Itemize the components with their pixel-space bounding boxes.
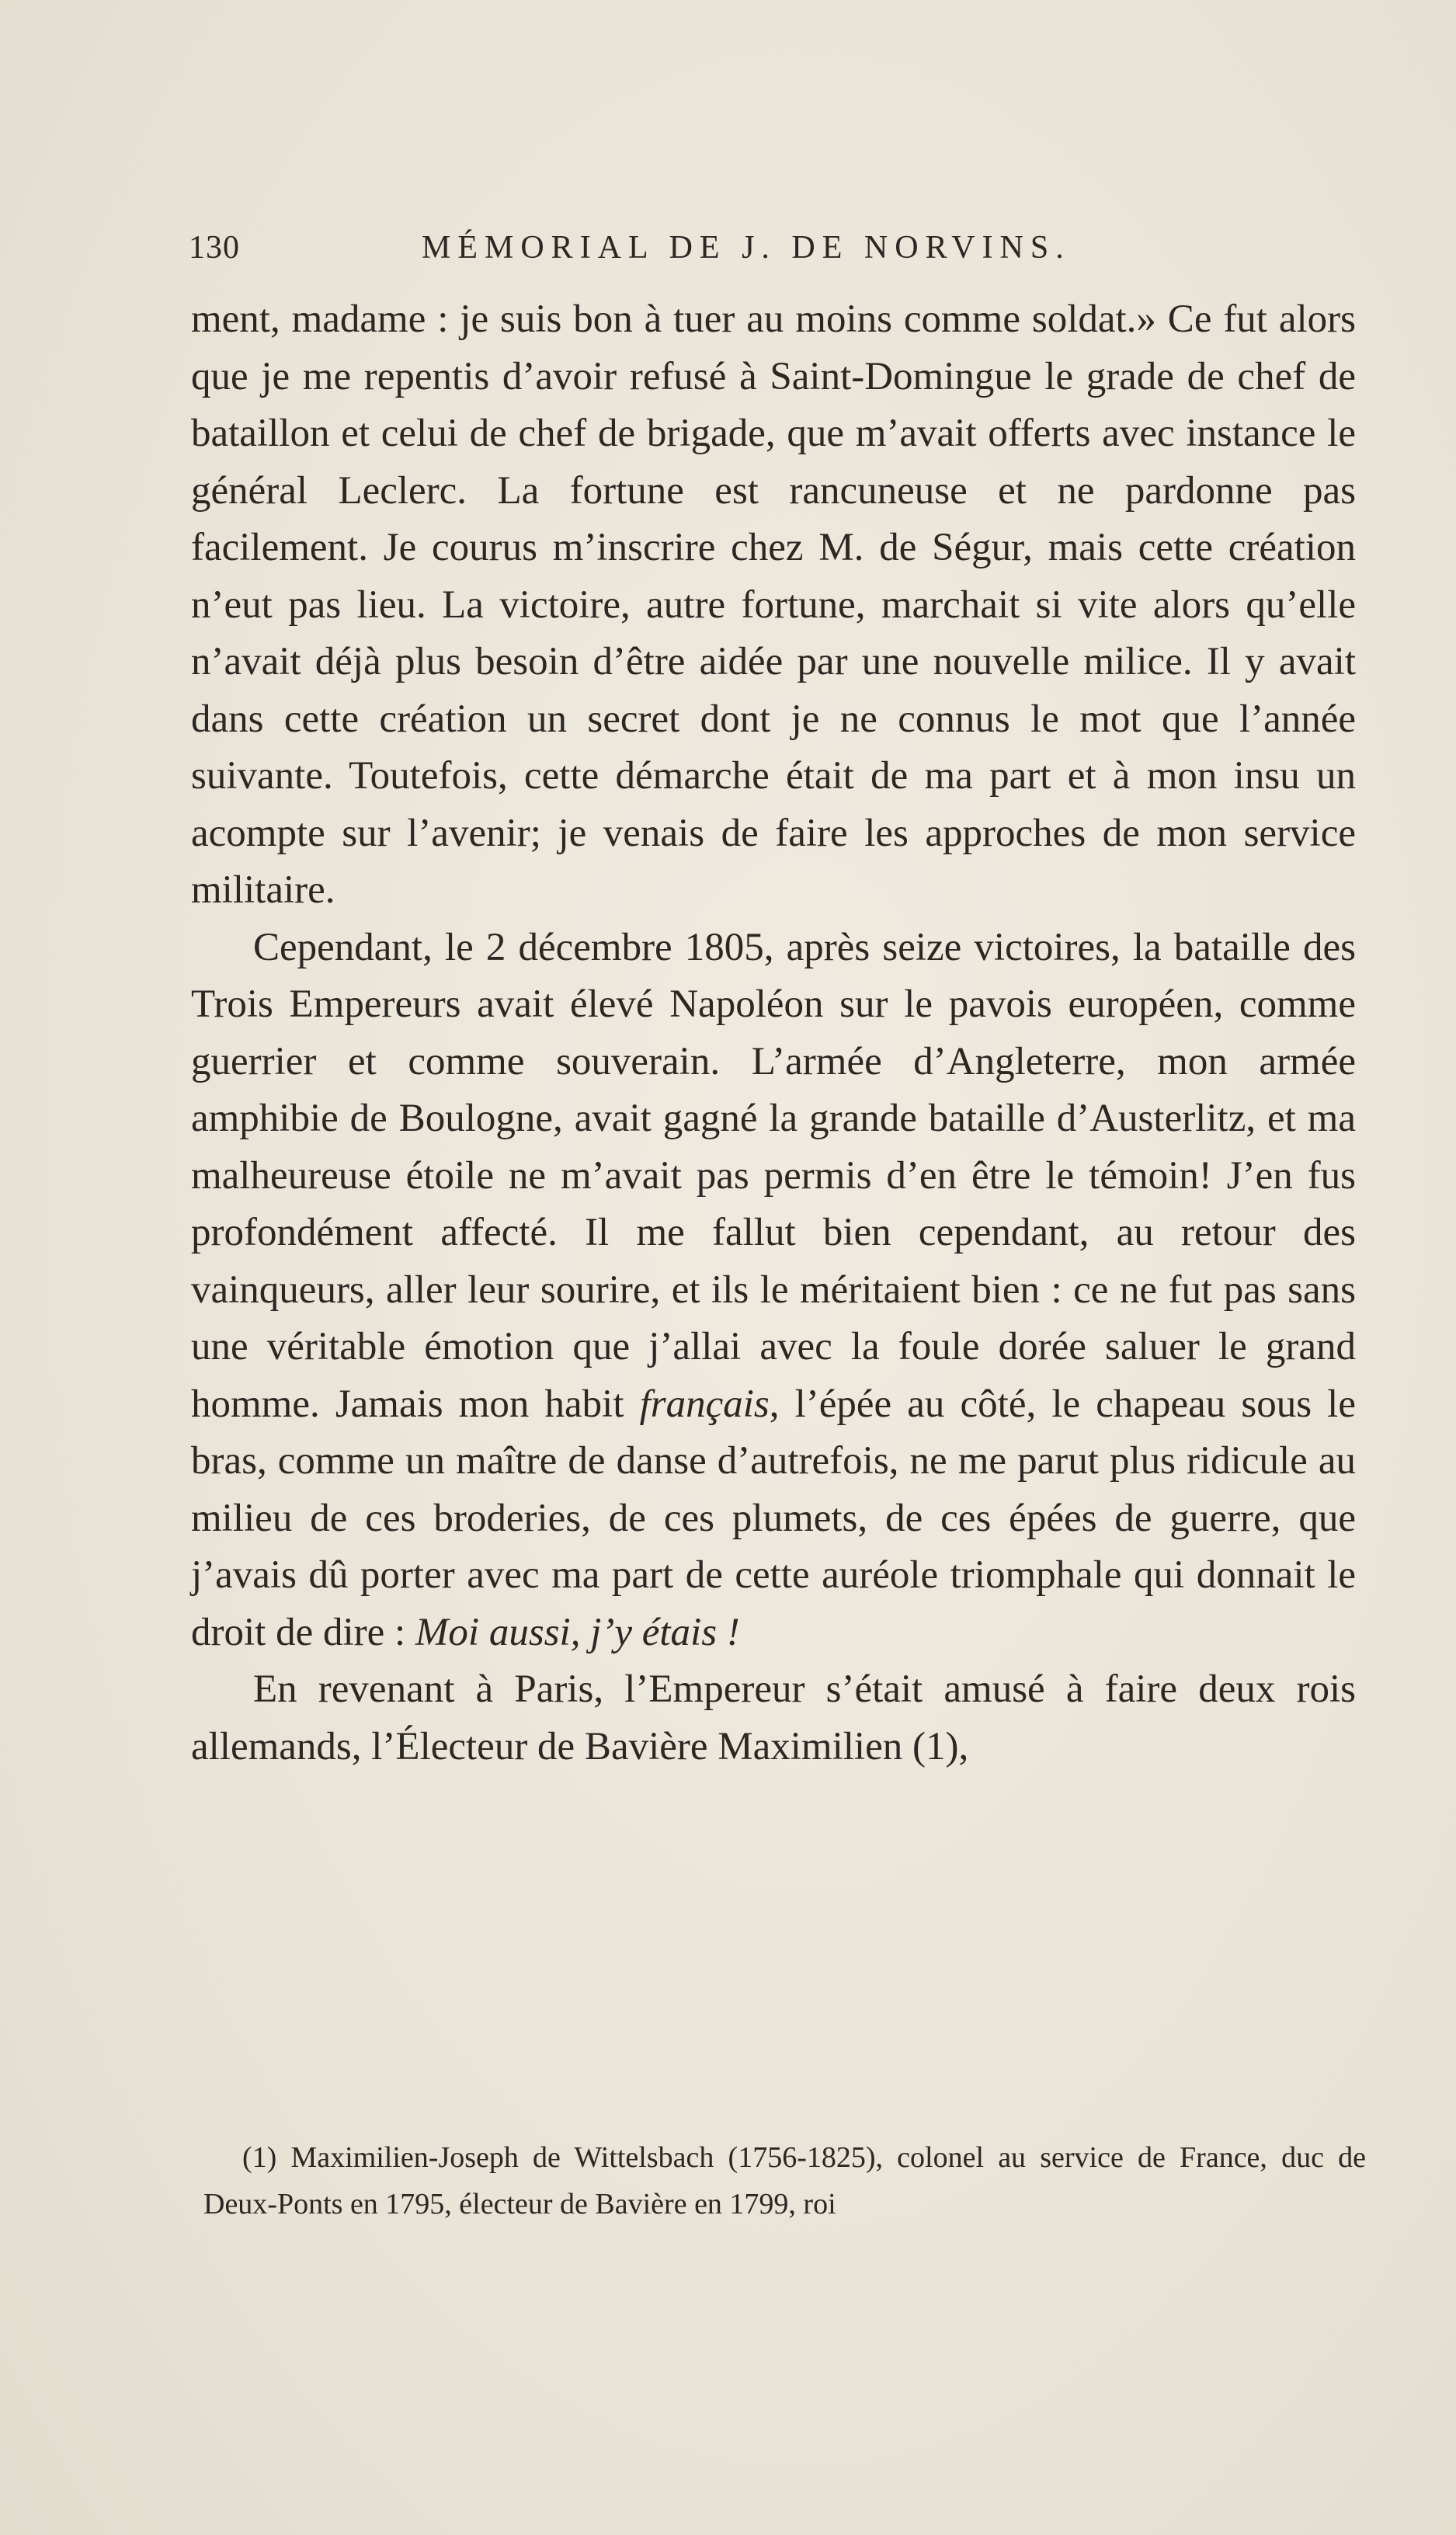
running-head <box>189 229 1361 268</box>
paragraph-2 <box>191 920 1356 1662</box>
footnote <box>203 2134 1366 2227</box>
paragraph-2-part-b: , l’épée au côté, le chapeau sous le bras, comme un maître de danse d’autrefois, ne me parut plus ridicule au milieu de ces broderies, de ces plumets, de ces épées de guerre, que j’avais dû porter avec ma part de cette auréole triomphale qui donnait le droit de dire : <box>191 1382 1356 1654</box>
footnote-text: Maximilien-Joseph de Wittelsbach (1756-1825), colonel au service de France, duc de Deux-Ponts en 1795, électeur de Bavière en 1799, roi <box>203 2141 1366 2220</box>
italic-francais: français <box>639 1382 770 1426</box>
footnote-marker: (1) <box>242 2141 277 2174</box>
paragraph-1: ment, madame : je suis bon à tuer au moins comme soldat.» Ce fut alors que je me repentis d’avoir refusé à Saint-Domingue le grade de chef de bataillon et celui de chef de brigade, que m’avait offerts avec instance le général Leclerc. La fortune est rancuneuse et ne pardonne pas facilement. Je courus m’inscrire chez M. de Ségur, mais cette création n’eut pas lieu. La victoire, autre fortune, marchait si vite alors qu’elle n’avait déjà plus besoin d’être aidée par une nouvelle milice. Il y avait dans cette création un secret dont je ne connus le mot que l’année suivante. Toutefois, cette démarche était de ma part et à mon insu un acompte sur l’avenir; je venais de faire les approches de mon service militaire. <box>191 297 1356 912</box>
page-number: 130 <box>189 230 240 266</box>
running-title: MÉMORIAL DE J. DE NORVINS. <box>422 230 1071 266</box>
italic-moi-aussi: Moi aussi, j’y étais ! <box>415 1610 740 1654</box>
paragraph-2-part-a: Cependant, le 2 décembre 1805, après seize victoires, la bataille des Trois Empereurs avait élevé Napoléon sur le pavois européen, comme guerrier et comme souverain. L’armée d’Angleterre, mon armée amphibie de Boulogne, avait gagné la grande bataille d’Austerlitz, et ma malheureuse étoile ne m’avait pas permis d’en être le témoin! J’en fus profondément affecté. Il me fallut bien cependant, au retour des vainqueurs, aller leur sourire, et ils le méritaient bien : ce ne fut pas sans une véritable émotion que j’allai avec la foule dorée saluer le grand homme. Jamais mon habit <box>191 925 1356 1426</box>
main-text <box>191 291 1356 1775</box>
paragraph-3: En revenant à Paris, l’Empereur s’était amusé à faire deux rois allemands, l’Électeur de Bavière Maximilien (1), <box>191 1667 1356 1768</box>
